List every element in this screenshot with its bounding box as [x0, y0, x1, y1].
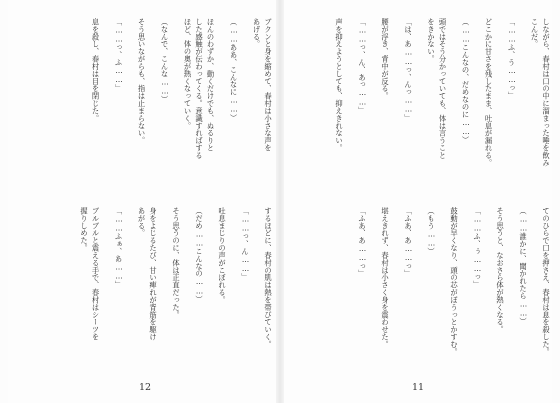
right-page-bottom-text: てのひらで口を押さえ、春村は息を殺した。 （……誰かに、聞かれたら……） そう思うと、なおさら体が熱くなる。 「……ふ、ぅ……っ」 鼓動が早くなり、頭の芯がぼうっとかすむ。 （もう……） 「ふあ、あ……っ」 堪えきれず、春村は小さく身を震わせた。 「ふあ、あ……っ」: [358, 207, 551, 356]
left-page-bottom-text: するほどに、春村の肌は熱を帯びていく。 「……っ、ん……」 吐息まじりの声がこぼれる。 （だめ……こんなの……） そう思うのに、体は正直だった。 身をよじるたび、甘い痺れが背筋を駆け あがる。 「……ふぁ、あ……」 ブルブルと震える手で、春村はシーツを 握りしめた。: [80, 207, 273, 348]
right-page-number: 11: [412, 382, 425, 393]
right-page-top-text: しながら、春村は口の中に溜まった唾を飲み こんだ。 「……ふ、う……っ」 どこかに甘さを残したまま、吐息が漏れる。 （……こんなの、だめなのに……） 頭ではそう分かっていても、体は言うこと をきかない。 「は、あ……っ、んっ……」 腰が浮き、背中が反る。 「……っ、ん、あっ……」 声を抑えようとしても、抑えきれない。: [335, 18, 551, 167]
right-page: [284, 0, 552, 403]
left-page: [8, 0, 276, 403]
left-page-number: 12: [139, 382, 152, 393]
left-page-top-text: ブクンと身を縮めて、春村は小さな声を あげる。 （……ああ、こんなに……） ほんのわずか、動くだけでも、ぬるりと した感触が伝わってくる。意識すればする ほど、体の奥が熱くなっていく。 （なんで、こんな……） そう思いながらも、指は止まらない。 「……っ、ふ……」 息を殺し、春村は目を閉じた。: [91, 18, 273, 159]
book-gutter: [276, 0, 284, 403]
